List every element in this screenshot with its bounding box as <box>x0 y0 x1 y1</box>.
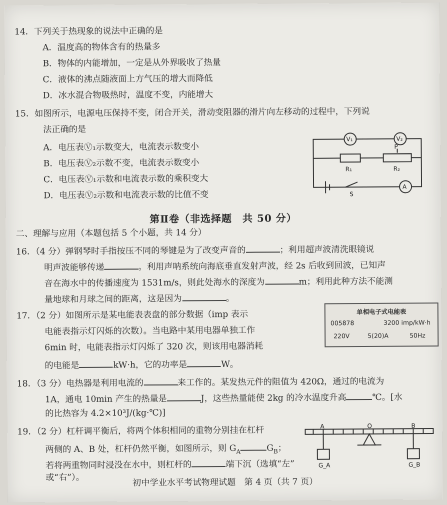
meter-rate: 3200 imp/kW·h <box>383 319 431 327</box>
q19-point-b: B <box>411 422 416 430</box>
q19-line2: 两侧的 A、B 处，杠杆仍然平衡，如图所示，则 $G_A$ $G_B$； <box>45 443 287 456</box>
q19-pivot-o: O <box>367 422 372 431</box>
q19-lever-diagram <box>301 420 439 473</box>
q15-a-label: A <box>402 183 407 191</box>
meter-voltage: 220V <box>333 333 350 341</box>
q16-line1: 16．（4 分）弹钢琴时手指按压不同的琴键是为了改变声音的 ；利用超声波清洗眼镜说 <box>15 244 375 258</box>
q14-option-c: C．液体的沸点随液面上方气压的增大而降低 <box>42 74 213 86</box>
section2-header: 二、理解与应用（本题包括 5 个小题，共 14 分） <box>15 228 207 240</box>
q15-p-label: P <box>394 143 398 151</box>
q16-line4: 量地球和月球之间的距离，这是因为 。 <box>44 293 235 306</box>
q15-stem: 15．如图所示，电源电压保持不变，闭合开关，滑动变阻器的滑片向左移动的过程中，下列说 <box>14 106 370 120</box>
q14-option-d: D．冰水混合物吸热时，温度不变，内能增大 <box>42 90 214 102</box>
q15-v1-label: V₁ <box>346 136 353 144</box>
q19-point-a: A <box>320 423 325 431</box>
q14-stem: 14．下列关于热现象的说法中正确的是 <box>14 26 163 38</box>
q15-option-b: B．电压表Ⓥ₂示数不变，电流表示数变小 <box>43 158 200 170</box>
q15-option-c: C．电压表Ⓥ₁示数和电流表示数的乘积变大 <box>43 174 209 186</box>
q15-circuit-diagram <box>305 127 430 200</box>
q18-line3: 的比热容为 4.2×10³J/(kg·℃)] <box>45 408 166 420</box>
q15-option-d: D．电压表Ⓥ₂示数和电流表示数的比值不变 <box>43 190 209 202</box>
q15-s-label: S <box>349 191 354 199</box>
q14-option-b: B．物体的内能增加，一定是从外界吸收了热量 <box>42 58 221 70</box>
q15-v2-label: V₂ <box>396 135 403 143</box>
exam-paper <box>4 2 442 502</box>
q17-line1: 17．（2 分）如图所示是某电能表表盘的部分数据（imp 表示 <box>16 309 249 322</box>
page-footer: 初中学业水平考试物理试题 第 4 页（共 7 页） <box>132 477 318 489</box>
meter-reading: 005878 <box>330 320 355 328</box>
meter-frequency: 50Hz <box>409 332 426 340</box>
meter-title: 单相电子式电能表 <box>356 308 407 317</box>
q15-option-a: A．电压表Ⓥ₁示数变大，电流表示数变小 <box>43 142 200 154</box>
q19-line4: 或“右”）。 <box>45 472 85 484</box>
q15-r2-label: R₂ <box>393 165 401 173</box>
q15-r1-label: R₁ <box>345 166 353 174</box>
q14-option-a: A．温度高的物体含有的热量多 <box>42 42 161 54</box>
q16-line3: 音在海水中的传播速度为 1531m/s，则此处海水的深度为 m；利用此种方法不能测 <box>44 276 393 290</box>
electricity-meter-figure <box>324 303 438 348</box>
meter-current: 5(20)A <box>367 332 389 340</box>
q17-line3: 6min 时，电能表指示灯闪烁了 320 次，则该用电器消耗 <box>44 341 264 354</box>
q17-line2: 电能表指示灯闪烁的次数）。当电路中某用电器单独工作 <box>44 325 256 338</box>
q16-line2: 明声波能够传递 。利用声呐系统向海底垂直发射声波，经 2s 后收到回波，已知声 <box>44 260 386 274</box>
q17-line4: 的电能是 kW·h，它的功率是 W。 <box>44 359 239 372</box>
q19-line1: 19．（2 分）杠杆调平衡后，将两个体积相同的重物分别挂在杠杆 <box>17 425 265 438</box>
q15-stem-cont: 法正确的是 <box>43 124 87 136</box>
q19-gb-label: G_B <box>408 461 421 469</box>
q19-ga-label: G_A <box>318 462 331 470</box>
part2-title: 第Ⅱ卷（非选择题 共 50 分） <box>149 213 297 226</box>
q18-line1: 18．（3 分）电热器是利用电流的 来工作的。某发热元件的阻值为 420Ω，通过的电流为 <box>16 376 385 390</box>
q18-line2: 1A，通电 10min 产生的热量是 J，这些热量能使 2kg 的冷水温度升高 ℃。[水 <box>44 392 403 406</box>
q19-line3: 若将两重物同时浸没在水中，则杠杆的 端下沉（选填“左” <box>45 459 295 472</box>
